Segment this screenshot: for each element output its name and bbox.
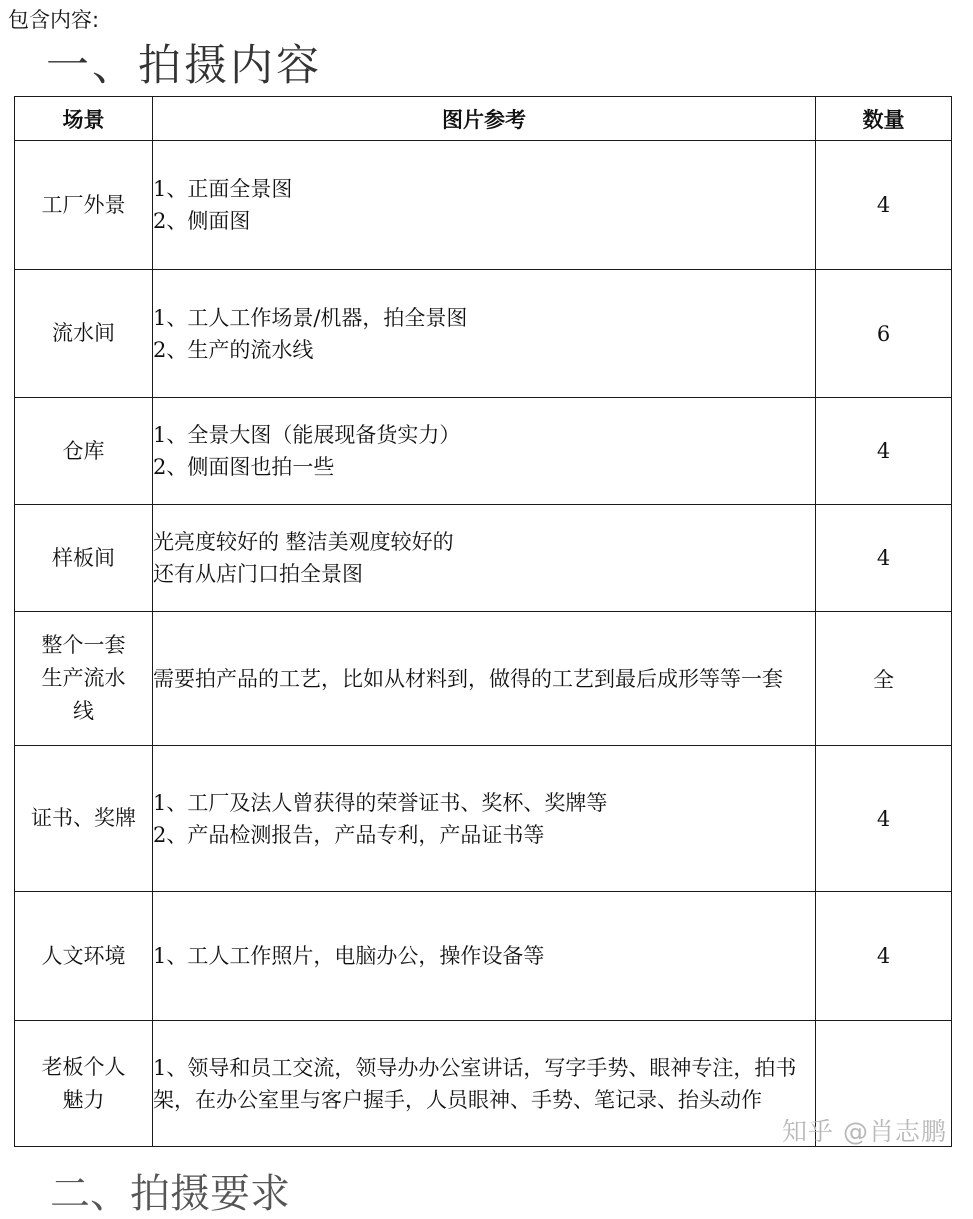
reference-line: 2、侧面图也拍一些 — [153, 455, 335, 479]
reference-cell — [153, 612, 816, 746]
table-row — [15, 892, 952, 1021]
table-header-row — [15, 97, 952, 141]
reference-line: 光亮度较好的 整洁美观度较好的 — [153, 530, 454, 554]
zhihu-watermark: 知乎 @肖志鹏 — [782, 1117, 947, 1146]
reference-line: 2、产品检测报告，产品专利，产品证书等 — [153, 822, 545, 847]
reference-line: 还有从店门口拍全景图 — [153, 562, 363, 586]
scene-cell: 流水间 — [15, 270, 153, 398]
reference-cell — [153, 892, 816, 1021]
table-row — [15, 270, 952, 398]
reference-cell — [153, 141, 816, 270]
shooting-content-table — [14, 96, 952, 1147]
reference-line: 1、工厂及法人曾获得的荣誉证书、奖杯、奖牌等 — [153, 790, 608, 815]
quantity-cell: 6 — [816, 270, 952, 398]
quantity-cell: 4 — [816, 746, 952, 892]
reference-cell — [153, 746, 816, 892]
scene-text: 整个一套生产流水线 — [41, 633, 126, 723]
intro-label: 包含内容: — [8, 8, 100, 32]
header-quantity: 数量 — [816, 97, 952, 141]
reference-cell — [153, 1021, 816, 1147]
table-row — [15, 398, 952, 505]
header-scene: 场景 — [15, 97, 153, 141]
next-section-heading-cut — [50, 1160, 310, 1217]
reference-line: 2、生产的流水线 — [153, 337, 314, 362]
reference-line: 1、工人工作场景/机器，拍全景图 — [153, 305, 468, 330]
next-heading-text: 二、拍摄要求 — [50, 1171, 290, 1217]
scene-cell — [15, 1021, 153, 1147]
header-reference: 图片参考 — [153, 97, 816, 141]
scene-cell: 工厂外景 — [15, 141, 153, 270]
reference-text: 1、领导和员工交流，领导办办公室讲话，写字手势、眼神专注，拍书架，在办公室里与客户握手，人员眼神、手势、笔记录、抬头动作 — [153, 1055, 797, 1112]
scene-cell: 仓库 — [15, 398, 153, 505]
table-row — [15, 505, 952, 612]
reference-line: 1、全景大图（能展现备货实力） — [153, 423, 461, 447]
scene-cell: 样板间 — [15, 505, 153, 612]
scene-text: 老板个人魅力 — [41, 1054, 126, 1112]
table-row — [15, 746, 952, 892]
reference-cell — [153, 505, 816, 612]
table-row — [15, 612, 952, 746]
scene-cell: 证书、奖牌 — [15, 746, 153, 892]
quantity-cell: 4 — [816, 505, 952, 612]
reference-line: 2、侧面图 — [153, 209, 251, 233]
table-row — [15, 141, 952, 270]
reference-line: 1、正面全景图 — [153, 177, 293, 201]
section-heading: 一、拍摄内容 — [46, 41, 322, 91]
quantity-cell: 4 — [816, 398, 952, 505]
scene-cell — [15, 612, 153, 746]
reference-cell — [153, 270, 816, 398]
quantity-cell: 全 — [816, 612, 952, 746]
reference-line: 1、工人工作照片，电脑办公，操作设备等 — [153, 944, 545, 968]
quantity-cell: 4 — [816, 141, 952, 270]
scene-cell: 人文环境 — [15, 892, 153, 1021]
reference-cell — [153, 398, 816, 505]
quantity-cell: 4 — [816, 892, 952, 1021]
reference-text: 需要拍产品的工艺，比如从材料到，做得的工艺到最后成形等等一套 — [153, 666, 783, 691]
